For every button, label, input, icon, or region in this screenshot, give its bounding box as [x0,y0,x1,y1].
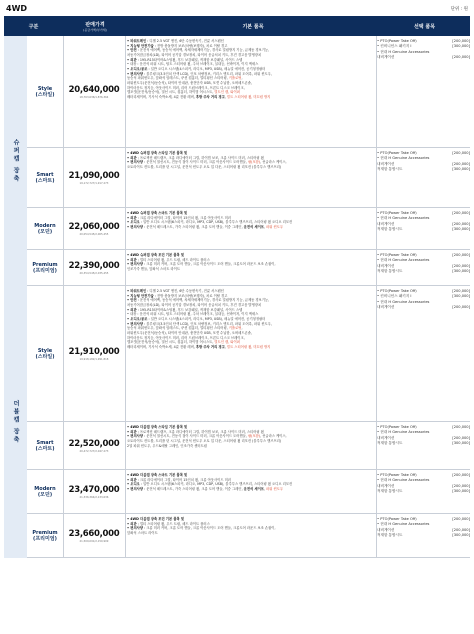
trim-title: Modern [34,222,56,229]
option-price: [300,000] [452,294,470,299]
trim-name [27,36,63,148]
option-price: [200,000] [452,39,470,43]
basic-features [127,514,375,558]
trim-name [27,470,63,514]
feature-line: 차동기어잠금장치(LD), 타이어 공기압 경보장치, 타이어 응급처치 키트, 후진 경고음 발생장치 [127,303,262,308]
option-price: [300,000] [452,269,470,274]
price-note: 19,172,727/1,917,273 [79,182,109,185]
option-name: • 현대 H Genuine Accessories [377,430,430,435]
trim-name [27,148,63,208]
trim-subtitle: (스타일) [35,92,55,98]
feature-line: 맵포켓(운전석/동승석), 열선 시트, 컵홀더, 하이빔 어시스트, 빌트인 캠, 와이퍼 [127,90,240,95]
option-price: [200,000] [452,527,470,532]
option-price: [200,000] [452,221,470,226]
option-name: 내비게이션 [377,161,395,166]
price-note: 21,509,091/2,150,909 [79,540,109,543]
trim-subtitle: (프리미엄) [33,536,57,542]
trim-title: Modern [34,485,56,492]
option-price: [200,000] [452,473,470,477]
feature-line: • 외관 : 크롬 라디에이터 그릴, 타이어 15인치 휠, 크롬 아웃사이드 미러 [127,215,231,220]
feature-line: • 외관 : 프로젝션 헤드램프, 크롬 라디에이터 그릴, 하이빔 보조, 크롬 사이드 미러, 스티어링 휠 [127,429,264,434]
option-item [377,227,470,232]
column-divider [63,250,64,286]
feature-line: 파워윈도우(운전석/동승석), 타이어 안내판, 충전단자 USB, 포켓 수납함, 오버헤드콘솔, [127,331,252,336]
trim-price [63,250,125,286]
option-name: • PTO(Power Take Off) [377,473,417,477]
feature-line: 하이마운트 정지등, 아웃사이드 미러, 리어 드럼브레이크, 프론트 디스크 브레이크, [127,335,245,340]
group-label [4,286,27,558]
trim-name [27,208,63,250]
column-divider [125,422,126,470]
option-name: • 현대 H Genuine Accessories [377,258,430,263]
trim-name [27,250,63,286]
option-name: 적재함 통합시트 [377,227,403,232]
option-list [377,250,470,286]
price-value: 22,390,000 [68,261,120,271]
feature-line: 동승석 파워윈도우, 앞좌석 암레스트, 쿠션 컵홀더, 멀티펑션 스티어링, 키플로팅, [127,326,243,331]
col-price-label: 판매가격 [85,21,105,28]
option-name: • 현대 H Genuine Accessories [377,156,430,161]
feature-line: • 편의사양 : 블루링크(3.5인치 단색 LCD), 인포 차량정보, 키리스 엔트리, 파워 도어록, 파워 윈도우, [127,71,272,76]
trim-row [27,286,470,422]
option-name: • PTO(Power Take Off) [377,425,417,429]
option-price: [200,000] [452,211,470,215]
column-divider [63,422,64,470]
feature-line: 인조가죽 핸들, 앞좌석 스마트 라이트 [127,267,181,272]
feature-line: 차동기어잠금장치(LD), 타이어 공기압 경보장치, 타이어 응급처치 키트, 후진 경고음 발생장치 [127,53,262,58]
price-note: 21,336,364/2,133,636 [79,496,109,499]
option-item [377,305,470,310]
column-divider [63,36,64,148]
feature-line: 하이마운트 정지등, 아웃사이드 미러, 리어 드럼브레이크, 프론트 디스크 브레이크, [127,85,245,90]
option-name: • 현대 H Genuine Accessories [377,299,430,304]
option-name: 내비게이션 [377,263,395,268]
feature-line: • 지능형 안전기술 : 전방 충돌방지 보조(차량/보행자), 차로 이탈 경고 [127,43,228,48]
option-price: [300,000] [452,167,470,172]
option-name: 내비게이션 [377,527,395,532]
feature-line: • 외관 : 195-R15타이어&스틸휠, 후드 보강패널, 적재함 보강패널, 사이드 스텝 [127,307,243,312]
option-price: [300,000] [452,533,470,538]
option-item [377,167,470,172]
column-divider [63,470,64,514]
option-item [377,533,470,538]
col-price [63,16,127,36]
feature-line: • 편의사양 : 운전석 열선시트, 전동식 접이 사이드 미러, 크롬 아웃사이드 도어핸들, 필(포함), 선글라스 케이스, [127,160,287,165]
feature-line: • 오디오 : 일반 오디오 시스템(6스피커, 라디오, MP3, CDP, USB), 블루투스 핸즈프리, 스티어링 휠 오디오 리모컨 [127,482,293,487]
basic-features [127,250,375,286]
feature-line: • 오디오 : 일반 오디오 시스템(6스피커, 라디오, MP3, CDP, USB), 블루투스 핸즈프리, 스티어링 휠 오디오 리모컨 [127,220,293,225]
column-divider [376,514,377,558]
trim-subtitle: (프리미엄) [33,268,57,274]
trim-price [63,422,125,470]
column-divider [63,208,64,250]
col-basic: 기본 품목 [242,23,264,30]
feature-line: • 외관 : 멀티 스티어링 휠, 우드 트림, 헤드 라이트 플러스 [127,521,210,526]
feature-line: 배터리세이버, 기사석 숙박소세, 4륜 전환 레버, 후방 주차 거리 경고, 빌트 스티어링 휠, 미끄럼 방지 [127,95,271,100]
trim-title: Style [37,85,53,92]
column-divider [376,208,377,250]
basic-features [127,422,375,470]
option-name: 내비게이션 [377,55,395,60]
column-divider [376,36,377,148]
column-divider [63,286,64,422]
feature-line: • 외관 : 멀티 스티어링 휠, 우드 트림, 헤드 라이트 플러스 [127,257,210,262]
option-list [377,470,470,514]
trim-price [63,148,125,208]
trim-row [27,514,470,558]
basic-features [127,148,375,208]
option-item [377,55,470,60]
feature-line: • 편의사양 : 운전석 헤드레스트, 가죽 스티어링 휠, 크롬 도어 핸들, 이중 그레인, 운전석 세이프, 파워 윈도우 [127,225,284,230]
basic-features [127,286,375,422]
column-divider [376,286,377,422]
trim-row [27,208,470,250]
trim-title: Premium [32,529,58,536]
option-price: [300,000] [452,227,470,232]
trim-price [63,286,125,422]
column-divider [125,470,126,514]
feature-line: • 편의사양 : 운전석 헤드레스트, 가죽 스티어링 휠, 크롬 도어 핸들, 이중 그레인, 운전석 세이프, 파워 윈도우 [127,487,284,492]
basic-features [127,470,375,514]
feature-line: • 지능형 안전기술 : 전방 충돌방지 보조(차량/보행자), 차로 이탈 경고 [127,293,228,298]
option-list [377,36,470,148]
trim-subtitle: (모던) [37,492,53,498]
option-name: 적재함 통합시트 [377,269,403,274]
feature-line: • 오디오/공조 : 일반 오디오 시스템(4스피커, 라디오, MP3, USB), 매뉴얼 에어컨, 공기청정필터 [127,67,266,72]
column-divider [376,148,377,208]
option-item [377,441,470,446]
feature-line: • 파워트레인 : 디젤 2.5 VGT 엔진, 6단 수동변속기, 전륜 서스펜션 [127,39,224,43]
option-price: [200,000] [452,55,470,60]
option-name: • 현대 H Genuine Accessories [377,49,430,54]
option-name: • PTO(Power Take Off) [377,39,417,43]
column-divider [125,250,126,286]
option-name: 내비게이션 [377,435,395,440]
option-name: • 현대 H Genuine Accessories [377,478,430,483]
option-name: 적재함 통합시트 [377,441,403,446]
page-title: 4WD [6,4,28,13]
trim-subtitle: (스마트) [35,446,55,452]
feature-line: • 4WD 슈퍼캡 장축 스타일 기본 품목 및 [127,151,188,155]
option-price: [200,000] [452,425,470,429]
option-name: 내비게이션 [377,305,395,310]
option-price: [200,000] [452,435,470,440]
option-price: [300,000] [452,489,470,494]
option-list [377,286,470,422]
option-name: • 컨비니언스 패키지 I [377,44,412,49]
feature-line: • 편의사양 : 크롬 미러 커버, 크롬 도어 핸들, 크롬 아웃사이드 도어 핸들, 크롬도어 라운드 보조 손잡이, [127,262,276,267]
option-list [377,208,470,250]
trim-name [27,286,63,422]
col-type: 구분 [28,23,39,30]
option-name: 적재함 통합시트 [377,167,403,172]
feature-line: 오토라이트 컨트롤, 트리플 턴 시그널, 운전석 윈도우 오토 업 다운, 스티어링 휠 리모컨 (블루투스 핸즈프리) [127,165,282,170]
price-note: 18,763,636/1,876,364 [79,96,109,99]
price-note: 19,918,182/1,991,818 [79,358,109,361]
table-header [4,16,470,36]
option-list [377,514,470,558]
group-label-text: 슈퍼캡 장축 [12,138,19,184]
feature-line: • 안전 : 운전석 에어백, 동승석 에어백, 차체자세제어기능, 경사로 밀림방지 기능, 급제동 경보기능, [127,48,270,53]
option-name: • PTO(Power Take Off) [377,151,417,155]
price-value: 22,060,000 [68,222,120,232]
feature-line: 동승석 파워윈도우, 앞좌석 암레스트, 쿠션 컵홀더, 멀티펑션 스티어링, 키플로팅, [127,76,243,81]
trim-row [27,250,470,286]
feature-line: • 4WD 더블캡 장축 스타일 기본 품목 및 [127,425,188,429]
price-note: 20,054,545/2,005,455 [79,233,109,236]
trim-row [27,148,470,208]
price-value: 20,640,000 [68,85,120,95]
feature-line: 맵포켓(운전석/동승석), 열선 시트, 컵홀더, 하이빔 어시스트, 빌트인 캠, 와이퍼 [127,340,240,345]
feature-line: • 외관 : 프로젝션 헤드램프, 크롬 라디에이터 그릴, 하이빔 보조, 크롬 사이드 미러, 스티어링 휠 [127,155,264,160]
column-divider [125,514,126,558]
basic-features [127,36,375,148]
option-list [377,422,470,470]
feature-line: 오토라이트 컨트롤, 트리플 턴 시그널, 운전석 윈도우 오토 업 다운, 스티어링 휠 리모컨 (블루투스 핸즈프리) [127,439,282,444]
trim-subtitle: (스마트) [35,178,55,184]
feature-line: 앞좌석 스마트 라이트 [127,531,158,536]
group-label-text: 더블캡 장축 [12,399,19,445]
trim-row [27,422,470,470]
feature-line: 배터리세이버, 기사석 숙박소세, 4륜 전환 레버, 후방 주차 거리 경고, 빌트 스티어링 휠, 미끄럼 방지 [127,345,271,350]
feature-line: • 편의사양 : 운전석 열선시트, 전동식 접이 사이드 미러, 크롬 아웃사이드 도어핸들, 필(포함), 선글라스 케이스, [127,434,287,439]
option-name: • PTO(Power Take Off) [377,211,417,215]
column-divider [376,422,377,470]
column-divider [63,514,64,558]
option-name: 내비게이션 [377,221,395,226]
option-price: [300,000] [452,44,470,49]
option-name: 적재함 통합시트 [377,533,403,538]
price-value: 21,090,000 [68,171,120,181]
option-name: • 현대 H Genuine Accessories [377,522,430,527]
feature-line: • 4WD 슈퍼캡 장축 스마트 기본 품목 및 [127,211,188,215]
group-label [4,36,27,286]
trim-title: Smart [36,439,54,446]
option-price: [200,000] [452,305,470,310]
price-value: 23,660,000 [68,529,120,539]
feature-line: 2열 파워 윈도우, 우드&메탈 그레인, 인조가죽 센터트림 [127,443,207,448]
trim-title: Style [37,347,53,354]
feature-line: 파워윈도우(운전석/동승석), 타이어 안내판, 충전단자 USB, 포켓 수납함, 오버헤드콘솔, [127,81,252,86]
option-name: • PTO(Power Take Off) [377,289,417,293]
option-name: 적재함 통합시트 [377,489,403,494]
option-price: [200,000] [452,517,470,521]
price-value: 23,470,000 [68,485,120,495]
option-name: • PTO(Power Take Off) [377,253,417,257]
feature-line: • 외관 : 195-R15타이어&스틸휠, 후드 보강패널, 적재함 보강패널, 사이드 스텝 [127,57,243,62]
feature-line: • 오디오/공조 : 일반 오디오 시스템(4스피커, 라디오, MP3, USB), 매뉴얼 에어컨, 공기청정필터 [127,317,266,322]
feature-line: • 4WD 슈퍼캡 장축 모던 기본 품목 및 [127,253,185,257]
price-value: 22,520,000 [68,439,120,449]
price-value: 21,910,000 [68,347,120,357]
trim-title: Smart [36,171,54,178]
trim-row [27,470,470,514]
option-price: [200,000] [452,483,470,488]
feature-line: • 내장 : 운전석 파워 시트, 틸트 스티어링 휠, 주차 브레이크, 실내등, 선바이저, 이지 액세스 [127,312,259,317]
trim-title: Premium [32,261,58,268]
feature-line: • 외관 : 크롬 라디에이터 그릴, 타이어 15인치 휠, 크롬 아웃사이드 미러 [127,477,231,482]
col-price-sub: (공급가액/부가세) [83,27,107,32]
feature-line: • 안전 : 운전석 에어백, 동승석 에어백, 차체자세제어기능, 경사로 밀림방지 기능, 급제동 경보기능, [127,298,270,303]
option-name: • 컨비니언스 패키지 I [377,294,412,299]
trim-price [63,514,125,558]
col-option: 선택 품목 [413,23,436,30]
feature-line: • 편의사양 : 크롬 미러 커버, 크롬 도어 핸들, 크롬 아웃사이드 도어 핸들, 크롬도어 라운드 보조 손잡이, [127,526,276,531]
option-price: [200,000] [452,161,470,166]
column-divider [376,470,377,514]
trim-subtitle: (모던) [37,229,53,235]
option-price: [200,000] [452,151,470,155]
trim-price [63,470,125,514]
trim-price [63,208,125,250]
option-price: [300,000] [452,441,470,446]
column-divider [125,36,126,148]
column-divider [125,148,126,208]
column-divider [376,250,377,286]
column-divider [63,148,64,208]
trim-name [27,422,63,470]
feature-line: • 4WD 더블캡 장축 모던 기본 품목 및 [127,517,185,521]
column-divider [125,208,126,250]
option-price: [200,000] [452,289,470,293]
unit-label: 단위 : 원 [450,7,468,12]
basic-features [127,208,375,250]
option-name: 내비게이션 [377,483,395,488]
feature-line: • 내장 : 운전석 파워 시트, 틸트 스티어링 휠, 주차 브레이크, 실내등, 선바이저, 이지 액세스 [127,62,259,67]
trim-price [63,36,125,148]
feature-line: • 4WD 더블캡 장축 스마트 기본 품목 및 [127,473,188,477]
trim-subtitle: (스타일) [35,354,55,360]
option-name: • 현대 H Genuine Accessories [377,216,430,221]
option-item [377,269,470,274]
trim-row [27,36,470,148]
option-price: [200,000] [452,253,470,257]
option-name: • PTO(Power Take Off) [377,517,417,521]
trim-name [27,514,63,558]
option-price: [200,000] [452,263,470,268]
option-item [377,489,470,494]
feature-line: • 편의사양 : 블루링크(3.5인치 단색 LCD), 인포 차량정보, 키리스 엔트리, 파워 도어록, 파워 윈도우, [127,321,272,326]
option-list [377,148,470,208]
price-note: 20,472,727/2,047,273 [79,450,109,453]
column-divider [125,286,126,422]
price-note: 20,354,545/2,035,455 [79,272,109,275]
feature-line: • 파워트레인 : 디젤 2.5 VGT 엔진, 6단 수동변속기, 전륜 서스펜션 [127,289,224,293]
